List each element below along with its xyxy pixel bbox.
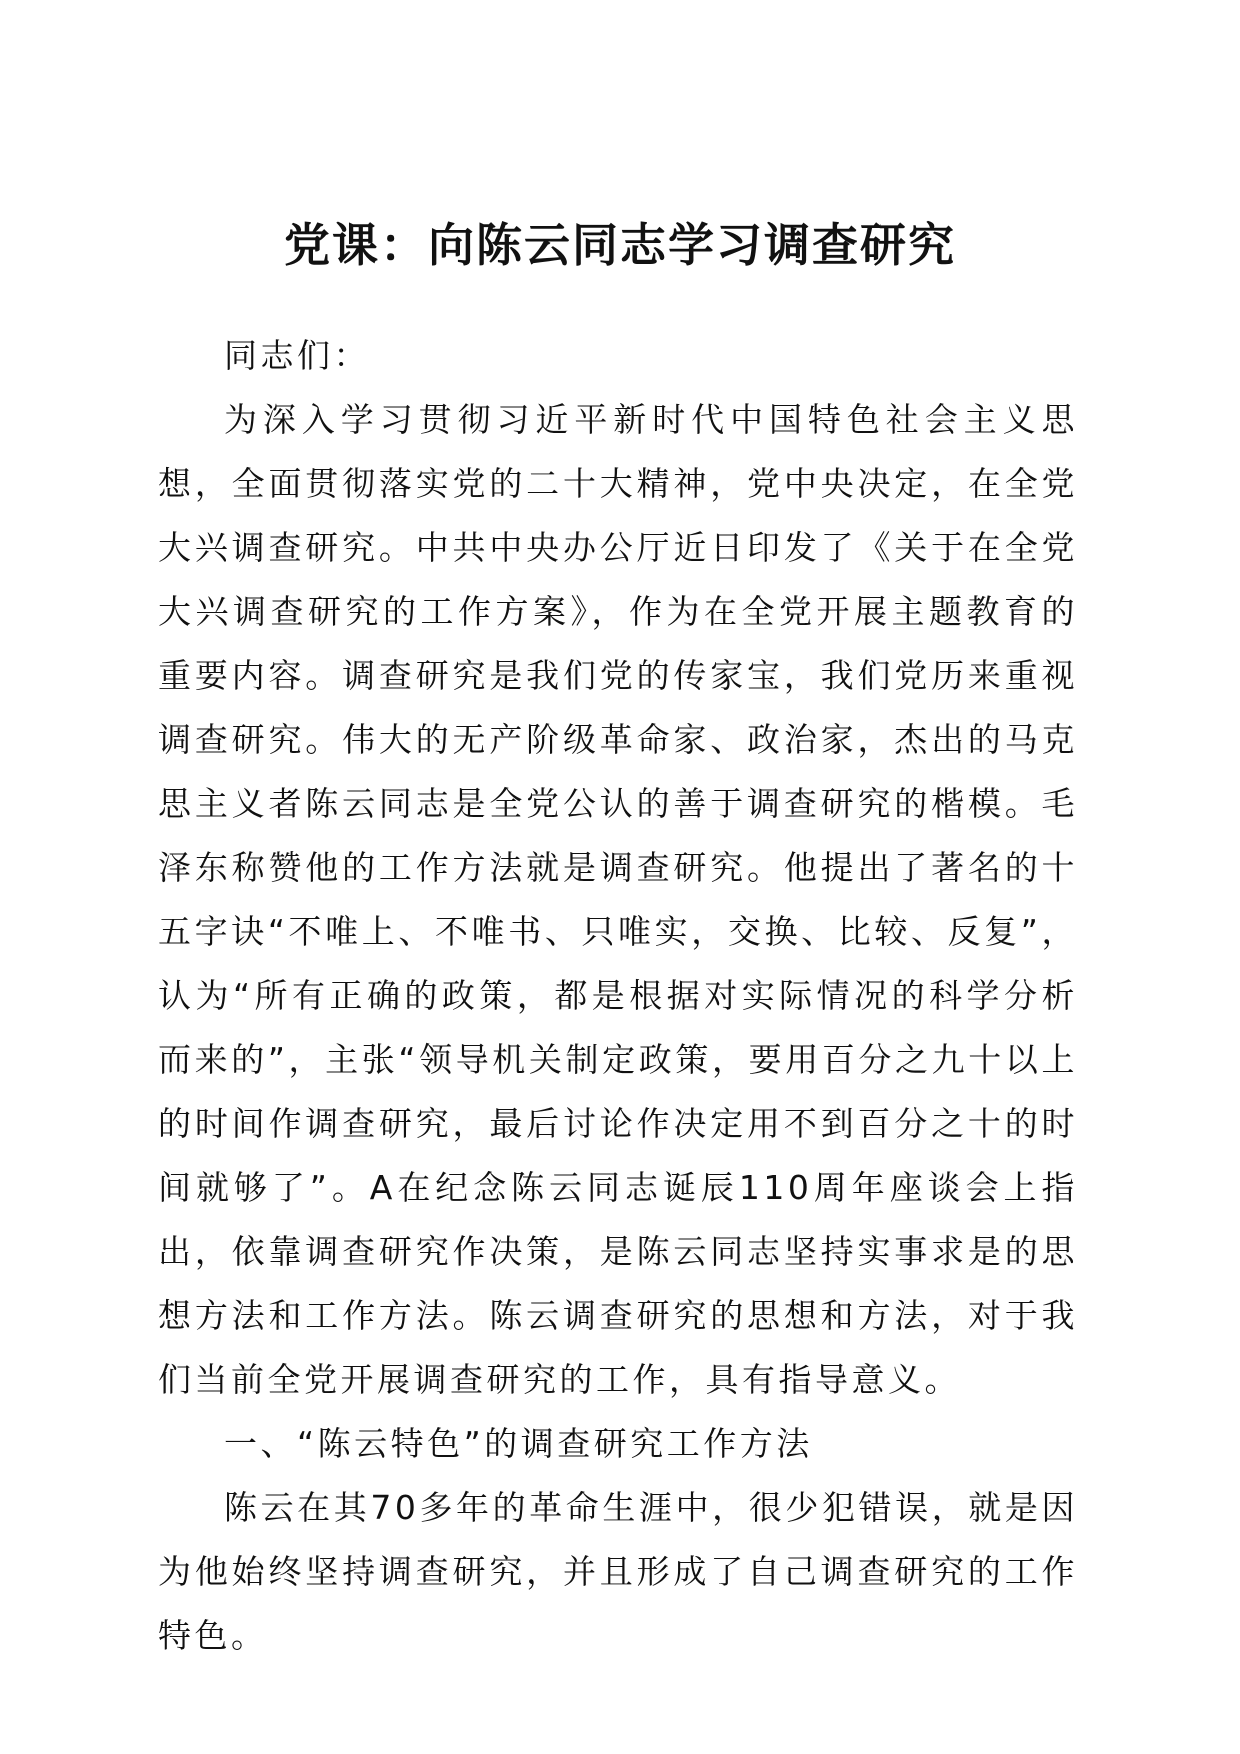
section-paragraph: 陈云在其70多年的革命生涯中，很少犯错误，就是因为他始终坚持调查研究，并且形成了自己调查研究的工作特色。 — [158, 1488, 1078, 1655]
salutation: 同志们： — [224, 336, 370, 375]
document-body — [158, 324, 1078, 1668]
section-heading: 一、“陈云特色”的调查研究工作方法 — [224, 1424, 813, 1463]
document-title: 党课：向陈云同志学习调查研究 — [284, 218, 956, 272]
intro-paragraph: 为深入学习贯彻习近平新时代中国特色社会主义思想，全面贯彻落实党的二十大精神，党中央决定，在全党大兴调查研究。中共中央办公厅近日印发了《关于在全党大兴调查研究的工作方案》，作为在全党开展主题教育的重要内容。调查研究是我们党的传家宝，我们党历来重视调查研究。伟大的无产阶级革命家、政治家，杰出的马克思主义者陈云同志是全党公认的善于调查研究的楷模。毛泽东称赞他的工作方法就是调查研究。他提出了著名的十五字诀“不唯上、不唯书、只唯实，交换、比较、反复”，认为“所有正确的政策，都是根据对实际情况的科学分析而来的”，主张“领导机关制定政策，要用百分之九十以上的时间作调查研究，最后讨论作决定用不到百分之十的时间就够了”。A在纪念陈云同志诞辰110周年座谈会上指出，依靠调查研究作决策，是陈云同志坚持实事求是的思想方法和工作方法。陈云调查研究的思想和方法，对于我们当前全党开展调查研究的工作，具有指导意义。 — [158, 400, 1078, 1399]
